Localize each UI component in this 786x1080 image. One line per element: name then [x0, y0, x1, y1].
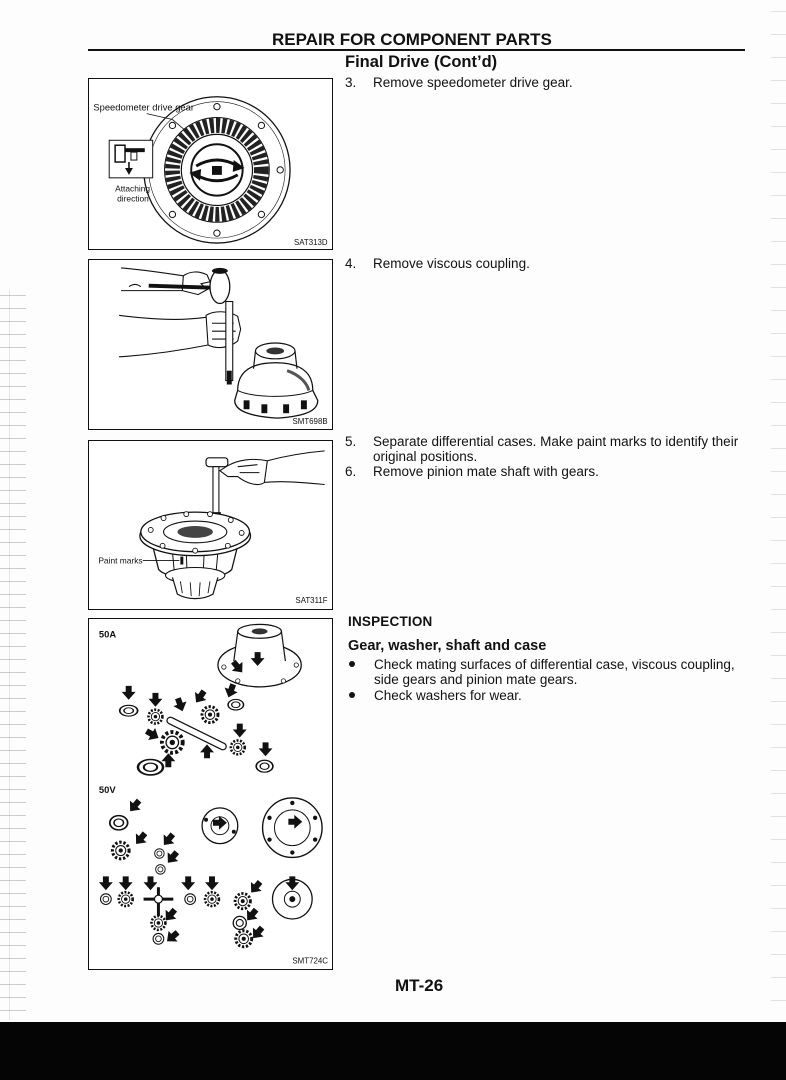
bullet-text: Check washers for wear.	[374, 688, 522, 703]
viscous-coupling-illustration	[89, 260, 332, 429]
drift-tip	[227, 371, 232, 385]
bolt-hole	[148, 527, 153, 532]
inspect-arrow	[122, 686, 136, 700]
step-text: Remove pinion mate shaft with gears.	[373, 464, 599, 479]
inspect-arrow	[144, 876, 158, 890]
case-hole	[313, 837, 317, 841]
inspect-arrow	[163, 927, 183, 947]
bullet-dot	[349, 692, 355, 698]
bolt-hole	[258, 122, 264, 128]
case-lug	[244, 400, 250, 409]
pinion-mate-gear	[119, 892, 133, 906]
inspect-arrow	[125, 796, 145, 816]
step-text: Remove speedometer drive gear.	[373, 75, 573, 90]
figure-code: SMT724C	[292, 956, 329, 966]
case-center	[289, 896, 295, 902]
inspection-subheading: Gear, washer, shaft and case	[348, 638, 547, 654]
thrust-washer	[110, 816, 128, 830]
page-number: MT-26	[395, 976, 444, 995]
differential-cases-illustration	[89, 441, 332, 609]
bolt-hole	[161, 516, 166, 521]
inspect-arrow	[222, 682, 240, 700]
inspect-arrow	[143, 725, 162, 744]
inspect-arrow	[233, 724, 247, 738]
bolt-hole	[225, 543, 230, 548]
case-bore	[252, 628, 268, 634]
figure-differential-cases	[88, 440, 333, 610]
bolt-hole	[160, 543, 165, 548]
hub-center	[212, 166, 222, 175]
bolt-hole	[222, 665, 226, 669]
hammer-handle	[149, 286, 212, 288]
side-gear-thrust-washer	[138, 759, 163, 774]
pinion-mate-gear	[149, 710, 163, 724]
figure-code: SAT311F	[295, 596, 328, 606]
pinion-washer	[155, 849, 165, 859]
bolt-hole	[169, 122, 175, 128]
inspect-arrow	[190, 687, 209, 706]
figure-inspection-parts	[88, 618, 333, 970]
bolt-hole	[294, 663, 298, 667]
pinion-washer	[101, 894, 112, 905]
bolt-hole	[239, 530, 244, 535]
drift-punch	[226, 302, 233, 381]
bolt-hole	[214, 104, 220, 110]
case-bottom-section	[172, 577, 217, 598]
upper-arm-hand	[121, 268, 210, 295]
header-rule	[88, 49, 745, 51]
inspect-arrow	[163, 848, 183, 868]
lower-hand	[206, 312, 241, 348]
section-title: REPAIR FOR COMPONENT PARTS	[272, 30, 552, 49]
step-text: Separate differential cases. Make paint marks to identify their	[373, 434, 739, 449]
wrench-arm-hand	[220, 451, 325, 485]
bullet-text: Check mating surfaces of differential case, viscous coupling,	[374, 657, 735, 672]
lower-sleeve-top	[119, 315, 206, 319]
step-text: Remove viscous coupling.	[373, 256, 530, 271]
bolt-hole	[258, 211, 264, 217]
bolt-hole	[184, 512, 189, 517]
side-gear	[236, 931, 252, 947]
figure-code: SMT698B	[292, 417, 328, 427]
case-hole	[290, 850, 294, 854]
pinion-washer	[185, 894, 196, 905]
case-center	[177, 526, 213, 538]
sleeve-bottom	[263, 482, 324, 485]
bolt-hole	[208, 512, 213, 517]
bolt-hole	[193, 548, 198, 553]
case-hole	[267, 837, 271, 841]
case-hole	[232, 830, 236, 834]
label-attaching: Attaching	[115, 183, 151, 194]
upper-sleeve-top	[121, 268, 183, 276]
case-lug	[261, 404, 267, 413]
side-gear	[235, 893, 250, 908]
speedometer-gear-illustration	[89, 79, 332, 249]
inspect-arrow	[171, 696, 189, 714]
scan-noise-left	[0, 290, 26, 1020]
paint-mark	[180, 557, 183, 565]
bolt-hole	[214, 230, 220, 236]
sleeve-top	[267, 451, 324, 461]
inspect-arrow	[119, 876, 133, 890]
bullet-dot	[349, 661, 355, 667]
inspect-arrow	[200, 744, 214, 758]
pinion-mate-gear	[151, 916, 165, 930]
hammer-head	[210, 270, 230, 304]
inspect-arrow	[246, 877, 266, 897]
step-number: 6.	[345, 464, 357, 479]
pinion-washer	[156, 865, 166, 875]
inspect-arrow	[259, 742, 273, 756]
case-lug	[301, 400, 307, 409]
bolt-hole	[236, 679, 240, 683]
inspect-arrow	[159, 830, 179, 850]
bolt-hole	[228, 518, 233, 523]
label-direction: direction	[117, 193, 149, 204]
scan-noise-right	[771, 0, 786, 1022]
case-hole	[290, 801, 294, 805]
label-paint-marks: Paint marks	[98, 555, 143, 566]
bolt-hole	[281, 679, 285, 683]
inspect-arrow	[205, 876, 219, 890]
pinion-washer	[153, 933, 164, 944]
ratchet-head	[206, 458, 228, 467]
case-lug	[283, 404, 289, 413]
thrust-washer	[228, 699, 243, 710]
inspect-arrow	[149, 693, 163, 707]
thrust-washer	[256, 760, 273, 772]
step-number: 4.	[345, 256, 357, 271]
step-text-continued: original positions.	[373, 449, 478, 464]
thrust-washer	[233, 916, 246, 929]
side-gear	[202, 707, 218, 723]
case-body	[235, 363, 318, 418]
bolt-hole	[277, 167, 283, 173]
viscous-coupling-case	[235, 343, 318, 418]
case-hole	[204, 818, 208, 822]
label-speedometer-drive-gear: Speedometer drive gear	[93, 102, 194, 113]
inspect-arrow	[99, 876, 113, 890]
figure-code: SAT313D	[293, 238, 328, 248]
figure-speedometer-gear	[88, 78, 333, 250]
hammer-face	[212, 268, 228, 274]
pinion-mate-gear	[205, 892, 219, 906]
step-number: 5.	[345, 434, 357, 449]
inspect-arrow	[181, 876, 195, 890]
thrust-washer	[120, 705, 138, 716]
side-gear-large	[162, 732, 183, 753]
page-subtitle: Final Drive (Cont’d)	[345, 53, 498, 71]
pinion-mate-gear	[231, 740, 245, 754]
case-boss-bore	[266, 347, 284, 354]
side-gear	[112, 842, 129, 859]
case-hole	[267, 816, 271, 820]
knuckle-line	[129, 284, 141, 286]
bolt-hole	[169, 211, 175, 217]
inspect-arrow	[131, 829, 151, 849]
figure-viscous-coupling	[88, 259, 333, 430]
step-number: 3.	[345, 75, 357, 90]
lower-arm-hand	[119, 312, 241, 357]
cross-shaft-center	[154, 895, 162, 903]
scan-bottom-edge	[0, 1022, 786, 1080]
lower-sleeve-bottom	[119, 345, 208, 357]
inspection-heading: INSPECTION	[348, 614, 433, 629]
ratchet-extension	[213, 467, 219, 514]
50v-case-large	[263, 798, 323, 858]
differential-case	[140, 512, 251, 599]
case-hole	[313, 816, 317, 820]
bullet-text-continued: side gears and pinion mate gears.	[374, 672, 578, 687]
case-outline	[263, 798, 323, 858]
upper-hand	[182, 272, 210, 295]
label-50a: 50A	[98, 628, 117, 640]
inset-shaft	[125, 148, 145, 152]
label-50v: 50V	[98, 784, 116, 796]
inspection-parts-illustration	[89, 619, 332, 969]
